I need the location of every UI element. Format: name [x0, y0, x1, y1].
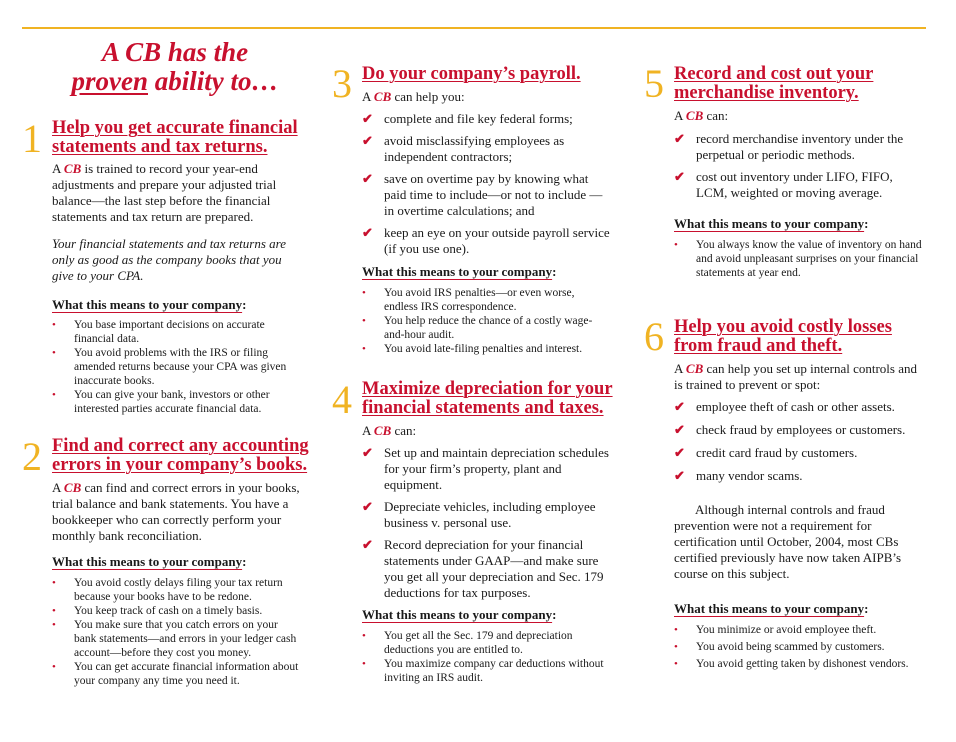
list-item: • You avoid being scammed by customers. [674, 641, 885, 653]
list-item: • You avoid IRS penalties—or even worse, endless IRS correspondence. [362, 287, 575, 313]
section-4-intro: A CB can: [362, 423, 417, 438]
section-1-intro: A CB is trained to record your year-end adjustments and prepare your adjusted trial balance—the last step before the financial statements and tax return are prepared. [52, 161, 277, 224]
section-5-checklist [674, 131, 924, 201]
title-line-2 [50, 67, 300, 96]
list-item: • You get all the Sec. 179 and depreciation deductions you are entitled to. [362, 630, 573, 656]
section-6-number: 6 [644, 314, 664, 359]
section-2-bullets [52, 576, 302, 688]
list-item: • You can get accurate financial information about your company any time you need it. [52, 661, 299, 687]
list-item: • You keep track of cash on a timely basis. [52, 605, 263, 617]
list-item: • You avoid late-filing penalties and interest. [362, 343, 583, 355]
list-item: ✔ check fraud by employees or customers. [674, 422, 906, 437]
section-4-number: 4 [332, 377, 352, 422]
section-4-checklist [362, 445, 612, 601]
title-proven: proven [71, 66, 148, 96]
section-1-what-heading: What this means to your company: [52, 297, 247, 312]
list-item: • You base important decisions on accurate financial data. [52, 319, 265, 345]
section-1-italic-note: Your financial statements and tax returns are only as good as the company books that you give to your CPA. [52, 236, 286, 283]
section-4-bullets [362, 629, 607, 685]
check-icon: ✔ [674, 422, 685, 437]
check-icon: ✔ [362, 537, 373, 552]
list-item: ✔ Depreciate vehicles, including employee business v. personal use. [362, 499, 596, 530]
section-5-what-heading: What this means to your company: [674, 216, 869, 231]
list-item: • You maximize company car deductions without inviting an IRS audit. [362, 658, 604, 684]
section-1-bullets [52, 318, 292, 416]
section-2-number: 2 [22, 434, 42, 479]
section-4-what-heading: What this means to your company: [362, 607, 557, 622]
check-icon: ✔ [674, 399, 685, 414]
check-icon: ✔ [362, 111, 373, 126]
list-item: ✔ record merchandise inventory under the perpetual or periodic methods. [674, 131, 904, 162]
list-item: ✔ many vendor scams. [674, 468, 803, 483]
check-icon: ✔ [674, 445, 685, 460]
section-5-heading: Record and cost out your merchandise inventory. [674, 64, 874, 103]
title-rest: ability to… [154, 66, 279, 96]
list-item: ✔ save on overtime pay by knowing what paid time to include—or not to include — in overtime calculations; and [362, 171, 603, 218]
list-item: • You avoid problems with the IRS or filing amended returns because your CPA was given inaccurate books. [52, 347, 287, 387]
section-6-note: Although internal controls and fraud prevention were not a requirement for certification until October, 2004, most CBs certified previously have now taken AIPB’s course on this subject. [674, 502, 902, 581]
title-line-1: A CB has the [101, 37, 249, 67]
section-5-number: 5 [644, 61, 664, 106]
list-item: ✔ cost out inventory under LIFO, FIFO, LCM, weighted or moving average. [674, 169, 893, 200]
section-3-intro: A CB can help you: [362, 89, 465, 104]
list-item: ✔ complete and file key federal forms; [362, 111, 573, 126]
check-icon: ✔ [674, 169, 685, 184]
section-3-what-heading: What this means to your company: [362, 264, 557, 279]
section-3-bullets [362, 286, 607, 356]
section-5-bullets [674, 238, 924, 280]
section-3-checklist [362, 111, 612, 257]
check-icon: ✔ [674, 131, 685, 146]
list-item: • You can give your bank, investors or other interested parties accurate financial data. [52, 389, 270, 415]
section-3-number: 3 [332, 61, 352, 106]
check-icon: ✔ [362, 171, 373, 186]
check-icon: ✔ [674, 468, 685, 483]
section-5-intro: A CB can: [674, 108, 729, 123]
section-2-what-heading: What this means to your company: [52, 554, 247, 569]
section-4-heading: Maximize depreciation for your financial statements and taxes. [362, 379, 613, 418]
list-item: • You make sure that you catch errors on your bank statements—and errors in your ledger cash account—before they cost you money. [52, 619, 297, 659]
list-item: ✔ Record depreciation for your financial statements under GAAP—and make sure you get all your depreciation and Sec. 179 deductions for tax purposes. [362, 537, 604, 600]
list-item: • You always know the value of inventory on hand and avoid unpleasant surprises on your financial statements at year end. [674, 239, 922, 279]
section-1-heading: Help you get accurate financial statements and tax returns. [52, 118, 298, 157]
section-6-checklist [674, 399, 924, 484]
list-item: ✔ employee theft of cash or other assets. [674, 399, 895, 414]
check-icon: ✔ [362, 133, 373, 148]
check-icon: ✔ [362, 499, 373, 514]
list-item: ✔ avoid misclassifying employees as independent contractors; [362, 133, 565, 164]
page-title [50, 38, 300, 96]
section-6-intro: A CB can help you set up internal controls and is trained to prevent or spot: [674, 361, 917, 392]
list-item: ✔ credit card fraud by customers. [674, 445, 858, 460]
check-icon: ✔ [362, 445, 373, 460]
section-6-what-heading: What this means to your company: [674, 601, 869, 616]
section-3-heading: Do your company’s payroll. [362, 64, 581, 84]
check-icon: ✔ [362, 225, 373, 240]
section-2-intro: A CB can find and correct errors in your books, trial balance and bank statements. You have a bookkeeper who can correctly perform your monthly bank reconciliation. [52, 480, 300, 543]
list-item: ✔ keep an eye on your outside payroll service (if you use one). [362, 225, 610, 256]
list-item: ✔ Set up and maintain depreciation schedules for your firm’s property, plant and equipment. [362, 445, 609, 492]
list-item: • You help reduce the chance of a costly wage-and-hour audit. [362, 315, 593, 341]
list-item: • You avoid getting taken by dishonest vendors. [674, 658, 909, 670]
section-2-heading: Find and correct any accounting errors in your company’s books. [52, 436, 309, 475]
list-item: • You minimize or avoid employee theft. [674, 624, 877, 636]
section-6-heading: Help you avoid costly losses from fraud and theft. [674, 317, 892, 356]
list-item: • You avoid costly delays filing your tax return because your books have to be redone. [52, 577, 283, 603]
top-rule [22, 27, 926, 29]
section-1-number: 1 [22, 116, 42, 161]
section-6-bullets [674, 623, 924, 671]
